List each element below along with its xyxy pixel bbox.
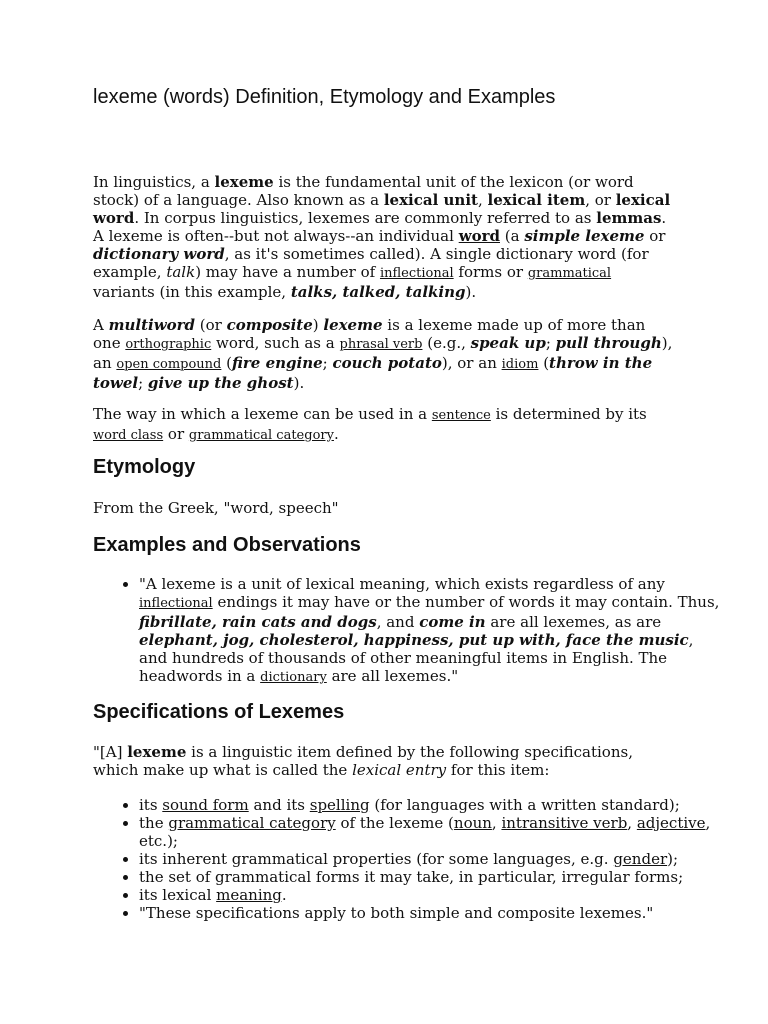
link-spelling[interactable]: spelling [309, 796, 370, 814]
link-inflectional-2[interactable]: inflectional [139, 596, 213, 611]
paragraph-multiword: A multiword (or composite) lexeme is a lexeme made up of more than one orthographic word, such as a phrasal verb (e.g., speak up; pull through), an open compound (fire engine; couch potato), or an idiom (throw in the towel; give up the ghost). [93, 316, 673, 392]
link-word-class[interactable]: word class [93, 428, 164, 443]
paragraph-etymology: From the Greek, "word, speech" [93, 499, 339, 517]
link-grammatical-category[interactable]: grammatical category [188, 428, 334, 443]
link-inflectional[interactable]: inflectional [379, 266, 454, 281]
link-sentence[interactable]: sentence [431, 408, 491, 423]
list-item: • the set of grammatical forms it may take, in particular, irregular forms; [139, 868, 721, 886]
list-item: • the grammatical category of the lexeme (noun, intransitive verb, adjective, etc.); [139, 814, 721, 850]
paragraph-word-class: The way in which a lexeme can be used in a sentence is determined by its word class or grammatical category. [93, 405, 647, 443]
link-idiom[interactable]: idiom [501, 357, 539, 372]
link-phrasal-verb[interactable]: phrasal verb [339, 337, 423, 352]
link-intransitive-verb[interactable]: intransitive verb [501, 814, 628, 832]
paragraph-specs-intro: "[A] lexeme is a linguistic item defined by the following specifications, which make up what is called the lexical entry for this item: [93, 743, 633, 779]
heading-specifications: Specifications of Lexemes [93, 701, 345, 723]
link-noun[interactable]: noun [453, 814, 492, 832]
heading-examples: Examples and Observations [93, 534, 361, 556]
paragraph-definition: In linguistics, a lexeme is the fundamental unit of the lexicon (or word stock) of a language. Also known as a lexical unit, lexical item, or lexical word. In corpus linguistics, lexemes are commonly referred to as lemmas. A lexeme is often--but not always--an individual word (a simple lexeme or dictionary word, as it's sometimes called). A single dictionary word (for example, talk) may have a number of inflectional forms or grammatical variants (in this example, talks, talked, talking). [93, 173, 671, 301]
link-grammatical[interactable]: grammatical [527, 266, 612, 281]
link-gender[interactable]: gender [613, 850, 668, 868]
examples-list [93, 575, 721, 687]
heading-etymology: Etymology [93, 456, 196, 478]
page-title: lexeme (words) Definition, Etymology and Examples [93, 86, 556, 108]
list-item: • its sound form and its spelling (for languages with a written standard); [139, 796, 721, 814]
specs-list [93, 796, 721, 922]
list-item: • its lexical meaning. [139, 886, 721, 904]
link-orthographic[interactable]: orthographic [125, 337, 212, 352]
list-item: • "These specifications apply to both simple and composite lexemes." [139, 904, 721, 922]
link-adjective[interactable]: adjective [636, 814, 706, 832]
link-dictionary[interactable]: dictionary [260, 670, 327, 685]
list-item: • "A lexeme is a unit of lexical meaning, which exists regardless of any inflectional endings it may have or the number of words it may contain. Thus, fibrillate, rain cats and dogs, and come in are all lexemes, as are elephant, jog, cholesterol, happiness, put up with, face the music, and hundreds of thousands of other meaningful items in English. The headwords in a dictionary are all lexemes." [139, 575, 721, 687]
link-meaning[interactable]: meaning [216, 886, 282, 904]
list-item: • its inherent grammatical properties (for some languages, e.g. gender); [139, 850, 721, 868]
link-word[interactable]: word [458, 227, 500, 245]
link-grammatical-category-2[interactable]: grammatical category [168, 814, 336, 832]
link-open-compound[interactable]: open compound [116, 357, 222, 372]
link-sound-form[interactable]: sound form [162, 796, 249, 814]
